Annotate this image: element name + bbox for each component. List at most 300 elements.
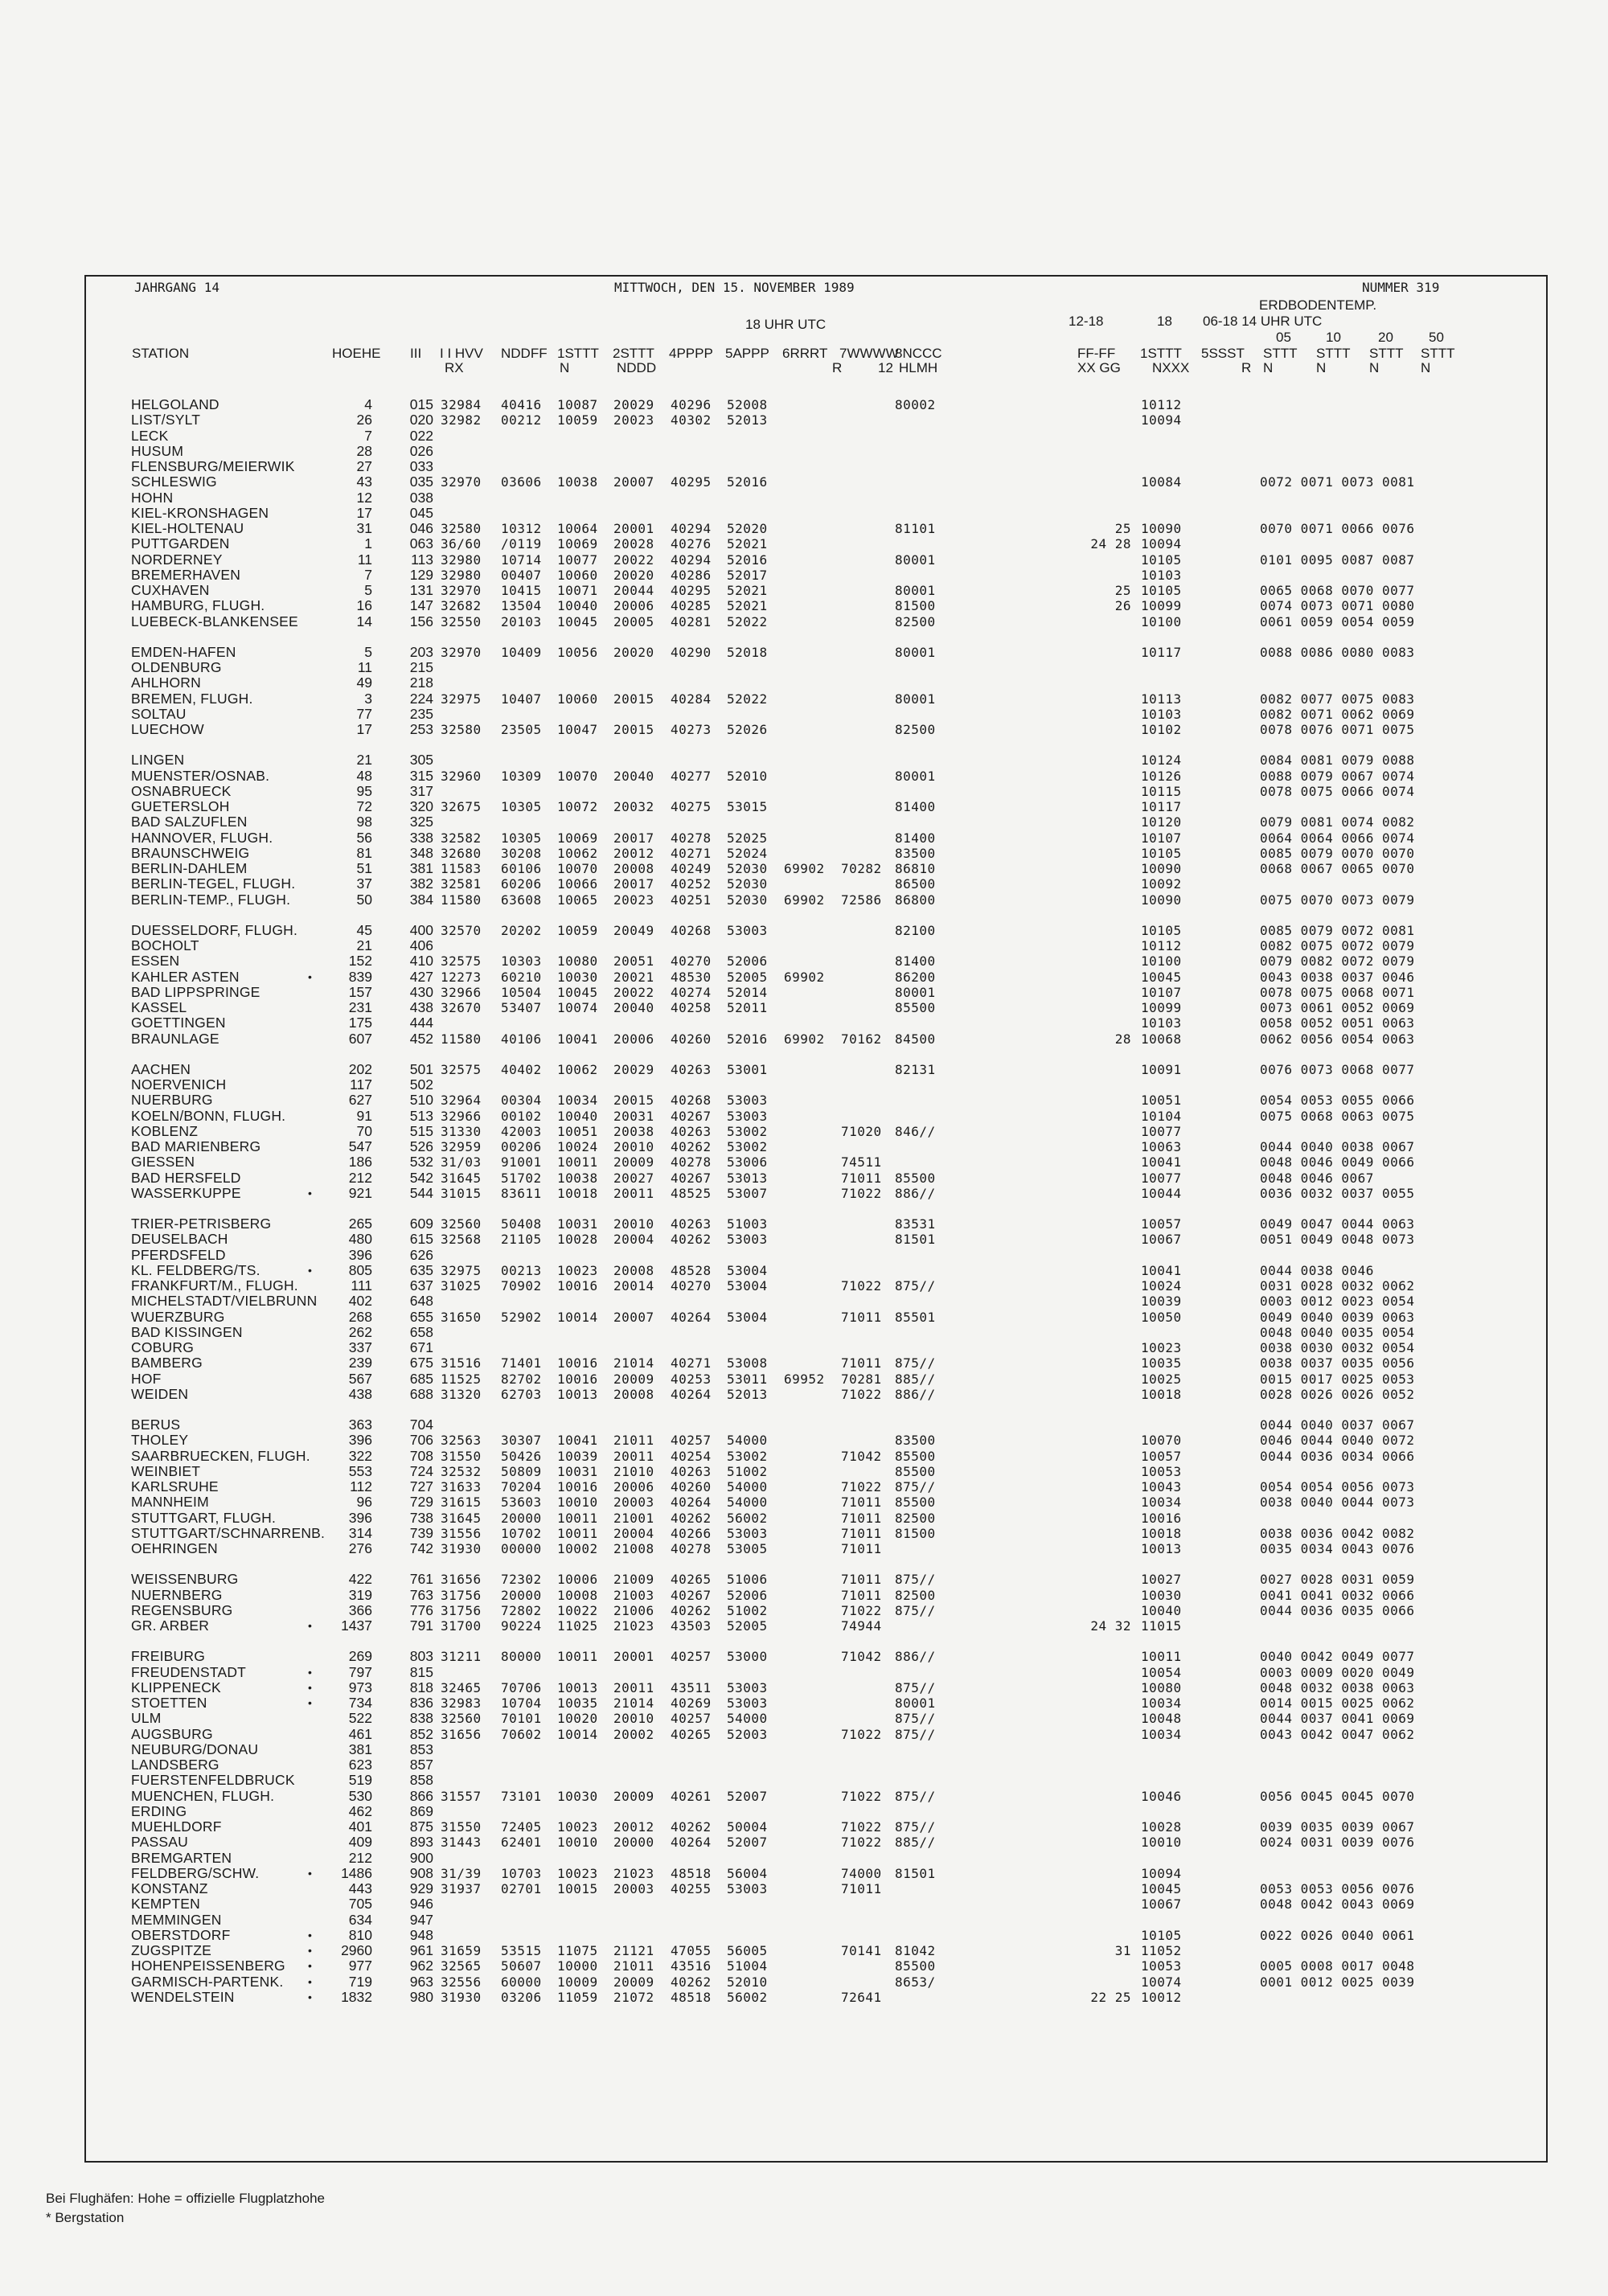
cell-t: 0038 0037 0035 0056 <box>1260 1355 1415 1371</box>
cell-s: HAMBURG, FLUGH. <box>131 597 265 614</box>
cell-y: 10044 <box>1141 1185 1182 1201</box>
cell-i: 626 <box>409 1246 433 1263</box>
table-row <box>86 412 1533 428</box>
cell-h: 95 <box>356 782 372 799</box>
cell-c: 11025 <box>557 1618 598 1634</box>
cell-x: 24 32 <box>1090 1618 1131 1634</box>
cell-y: 10090 <box>1141 861 1182 876</box>
table-row <box>86 1387 1533 1402</box>
cell-y: 10018 <box>1141 1386 1182 1402</box>
cell-d: 20040 <box>613 768 654 784</box>
cell-f: 56002 <box>727 1989 768 2005</box>
table-row <box>86 568 1533 583</box>
cell-d: 20038 <box>613 1123 654 1139</box>
cell-b: 72802 <box>501 1602 542 1618</box>
cell-d: 21014 <box>613 1355 654 1371</box>
cell-k: 80001 <box>895 644 936 660</box>
cell-h: 363 <box>348 1417 372 1433</box>
cell-a: 32682 <box>441 598 482 614</box>
cell-f: 52008 <box>727 397 768 412</box>
cell-t: 0082 0075 0072 0079 <box>1260 938 1415 953</box>
cell-k: 82500 <box>895 1587 936 1603</box>
depth-20: 20 <box>1378 330 1393 345</box>
cell-h: 50 <box>356 891 372 908</box>
cell-d: 20006 <box>613 598 654 614</box>
cell-a: 32984 <box>441 397 482 412</box>
cell-b: 00206 <box>501 1139 542 1154</box>
cell-d: 20001 <box>613 1649 654 1665</box>
cell-a: 32565 <box>441 1958 482 1974</box>
mountain-station-marker: • <box>308 1680 312 1694</box>
cell-c: 10045 <box>557 613 598 629</box>
cell-a: 31443 <box>441 1835 482 1851</box>
table-row <box>86 1881 1533 1896</box>
cell-d: 20001 <box>613 521 654 536</box>
cell-e: 40268 <box>671 1093 712 1109</box>
cell-s: WEISSENBURG <box>131 1571 239 1588</box>
cell-w: 70162 <box>841 1031 882 1047</box>
cell-w: 71022 <box>841 1386 882 1402</box>
cell-f: 53015 <box>727 799 768 814</box>
cell-h: 72 <box>356 798 372 814</box>
cell-e: 40274 <box>671 984 712 1000</box>
cell-i: 045 <box>409 504 433 521</box>
cell-e: 40251 <box>671 892 712 908</box>
table-row <box>86 1804 1533 1819</box>
cell-w: 71042 <box>841 1649 882 1665</box>
cell-g: 69902 <box>784 892 825 908</box>
cell-s: FELDBERG/SCHW. <box>131 1864 260 1881</box>
table-row <box>86 691 1533 707</box>
cell-s: DUESSELDORF, FLUGH. <box>131 921 298 938</box>
cell-d: 20023 <box>613 892 654 908</box>
table-row <box>86 1851 1533 1866</box>
cell-d: 20014 <box>613 1278 654 1294</box>
cell-e: 40264 <box>671 1386 712 1402</box>
cell-d: 20020 <box>613 567 654 583</box>
cell-f: 56004 <box>727 1865 768 1881</box>
cell-i: 020 <box>409 412 433 428</box>
cell-b: 50408 <box>501 1216 542 1232</box>
cell-e: 40260 <box>671 1031 712 1047</box>
cell-e: 40264 <box>671 1309 712 1325</box>
cell-y: 10094 <box>1141 412 1182 428</box>
cell-s: MANNHEIM <box>131 1494 209 1511</box>
cell-k: 875// <box>895 1479 936 1494</box>
cell-a: 32975 <box>441 1262 482 1278</box>
cell-c: 10062 <box>557 845 598 861</box>
cell-a: 31756 <box>441 1587 482 1603</box>
cell-e: 43503 <box>671 1618 712 1634</box>
cell-d: 21009 <box>613 1572 654 1588</box>
cell-c: 10020 <box>557 1711 598 1727</box>
cell-y: 10090 <box>1141 521 1182 536</box>
cell-s: BRAUNSCHWEIG <box>131 844 250 861</box>
cell-d: 20008 <box>613 1262 654 1278</box>
cell-f: 52022 <box>727 613 768 629</box>
cell-e: 40294 <box>671 551 712 568</box>
cell-f: 53003 <box>727 1232 768 1248</box>
col-station: STATION <box>132 346 190 361</box>
cell-e: 40258 <box>671 1000 712 1015</box>
cell-c: 10038 <box>557 1170 598 1186</box>
cell-i: 544 <box>409 1184 433 1201</box>
cell-a: 32982 <box>441 412 482 428</box>
cell-h: 269 <box>348 1648 372 1665</box>
cell-i: 348 <box>409 844 433 861</box>
cell-i: 131 <box>409 582 433 598</box>
cell-h: 26 <box>356 412 372 428</box>
col-5ssst-sub: R <box>1241 360 1252 375</box>
cell-b: 72405 <box>501 1819 542 1835</box>
cell-y: 10104 <box>1141 1108 1182 1124</box>
cell-h: 1486 <box>341 1864 372 1881</box>
cell-y: 11052 <box>1141 1943 1182 1958</box>
cell-f: 53002 <box>727 1448 768 1464</box>
cell-y: 10107 <box>1141 984 1182 1000</box>
cell-i: 502 <box>409 1076 433 1093</box>
cell-s: KLIPPENECK <box>131 1679 221 1695</box>
cell-c: 10071 <box>557 583 598 598</box>
table-row <box>86 1479 1533 1494</box>
cell-k: 80001 <box>895 583 936 598</box>
cell-t: 0074 0073 0071 0080 <box>1260 598 1415 614</box>
table-row <box>86 521 1533 536</box>
cell-k: 86810 <box>895 861 936 876</box>
cell-t: 0065 0068 0070 0077 <box>1260 583 1415 598</box>
table-row <box>86 428 1533 444</box>
mountain-station-marker: • <box>308 1696 312 1709</box>
table-row <box>86 722 1533 737</box>
cell-w: 70282 <box>841 861 882 876</box>
cell-b: 71401 <box>501 1355 542 1371</box>
cell-e: 40295 <box>671 474 712 490</box>
cell-f: 52007 <box>727 1835 768 1851</box>
cell-y: 10115 <box>1141 783 1182 799</box>
cell-w: 71011 <box>841 1572 882 1588</box>
col-n-20: N <box>1369 360 1380 375</box>
cell-y: 10102 <box>1141 722 1182 737</box>
cell-y: 10053 <box>1141 1958 1182 1974</box>
cell-i: 869 <box>409 1802 433 1819</box>
utc18-label: 18 UHR UTC <box>745 317 827 332</box>
cell-e: 40271 <box>671 845 712 861</box>
cell-i: 857 <box>409 1757 433 1773</box>
cell-t: 0001 0012 0025 0039 <box>1260 1974 1415 1990</box>
cell-c: 10015 <box>557 1881 598 1896</box>
table-row <box>86 645 1533 660</box>
cell-i: 129 <box>409 566 433 583</box>
cell-i: 430 <box>409 983 433 1000</box>
cell-c: 10013 <box>557 1386 598 1402</box>
soil-time: 06-18 14 UHR UTC <box>1203 314 1323 329</box>
cell-t: 0022 0026 0040 0061 <box>1260 1927 1415 1943</box>
cell-y: 10070 <box>1141 1433 1182 1449</box>
cell-h: 28 <box>356 442 372 459</box>
cell-i: 948 <box>409 1926 433 1943</box>
cell-d: 21008 <box>613 1541 654 1556</box>
table-row <box>86 1325 1533 1340</box>
cell-s: KEMPTEN <box>131 1896 200 1913</box>
cell-e: 40295 <box>671 583 712 598</box>
cell-t: 0028 0026 0026 0052 <box>1260 1386 1415 1402</box>
mountain-station-marker: • <box>308 1944 312 1957</box>
cell-w: 71011 <box>841 1355 882 1371</box>
cell-e: 40263 <box>671 1123 712 1139</box>
cell-i: 400 <box>409 921 433 938</box>
period-12-18: 12-18 <box>1069 314 1104 329</box>
cell-k: 875// <box>895 1602 936 1618</box>
cell-i: 156 <box>409 613 433 629</box>
cell-s: FRANKFURT/M., FLUGH. <box>131 1277 298 1294</box>
cell-w: 71022 <box>841 1726 882 1742</box>
cell-d: 21011 <box>613 1433 654 1449</box>
cell-h: 805 <box>348 1261 372 1278</box>
cell-a: 11525 <box>441 1371 482 1387</box>
cell-d: 20015 <box>613 691 654 707</box>
cell-s: BERLIN-TEGEL, FLUGH. <box>131 875 296 892</box>
cell-i: 338 <box>409 829 433 846</box>
cell-b: 40416 <box>501 397 542 412</box>
col-1sttt-sub: N <box>560 360 570 375</box>
table-row <box>86 598 1533 613</box>
cell-k: 82100 <box>895 922 936 938</box>
cell-k: 82131 <box>895 1061 936 1077</box>
cell-y: 10091 <box>1141 1061 1182 1077</box>
cell-i: 046 <box>409 520 433 536</box>
table-row <box>86 1711 1533 1726</box>
table-row <box>86 1773 1533 1788</box>
cell-f: 52030 <box>727 861 768 876</box>
cell-i: 510 <box>409 1092 433 1109</box>
table-row <box>86 1494 1533 1510</box>
cell-i: 858 <box>409 1772 433 1789</box>
cell-h: 152 <box>348 953 372 970</box>
cell-k: 83500 <box>895 845 936 861</box>
cell-i: 022 <box>409 427 433 444</box>
cell-k: 875// <box>895 1355 936 1371</box>
cell-f: 53004 <box>727 1262 768 1278</box>
cell-k: 85501 <box>895 1309 936 1325</box>
cell-e: 40278 <box>671 1541 712 1556</box>
table-row <box>86 938 1533 953</box>
cell-y: 10112 <box>1141 397 1182 412</box>
cell-y: 10028 <box>1141 1819 1182 1835</box>
cell-i: 438 <box>409 999 433 1015</box>
cell-d: 20009 <box>613 1974 654 1990</box>
cell-y: 10077 <box>1141 1123 1182 1139</box>
cell-e: 40267 <box>671 1587 712 1603</box>
cell-h: 7 <box>364 427 372 444</box>
cell-y: 10048 <box>1141 1711 1182 1727</box>
cell-c: 10034 <box>557 1093 598 1109</box>
cell-s: WENDELSTEIN <box>131 1988 235 2005</box>
cell-b: 91001 <box>501 1154 542 1171</box>
cell-b: 53603 <box>501 1494 542 1511</box>
cell-a: 32980 <box>441 567 482 583</box>
cell-i: 963 <box>409 1973 433 1990</box>
cell-s: GUETERSLOH <box>131 798 230 814</box>
cell-y: 10027 <box>1141 1572 1182 1588</box>
cell-s: ULM <box>131 1710 162 1727</box>
cell-h: 70 <box>356 1122 372 1139</box>
cell-s: GIESSEN <box>131 1154 195 1171</box>
cell-s: BREMEN, FLUGH. <box>131 690 253 707</box>
table-row <box>86 1340 1533 1355</box>
cell-i: 803 <box>409 1648 433 1665</box>
cell-i: 410 <box>409 953 433 970</box>
cell-w: 71020 <box>841 1123 882 1139</box>
cell-t: 0041 0041 0032 0066 <box>1260 1587 1415 1603</box>
cell-y: 10084 <box>1141 474 1182 490</box>
cell-s: GARMISCH-PARTENK. <box>131 1973 284 1990</box>
cell-s: HOF <box>131 1370 162 1387</box>
cell-d: 20015 <box>613 1093 654 1109</box>
table-row <box>86 1355 1533 1371</box>
cell-h: 5 <box>364 643 372 660</box>
cell-w: 72641 <box>841 1989 882 2005</box>
cell-s: WEIDEN <box>131 1385 189 1402</box>
cell-b: 03206 <box>501 1989 542 2005</box>
cell-a: 32575 <box>441 953 482 970</box>
cell-h: 157 <box>348 983 372 1000</box>
cell-t: 0036 0032 0037 0055 <box>1260 1185 1415 1201</box>
cell-a: 31557 <box>441 1788 482 1804</box>
cell-x: 28 <box>1114 1031 1131 1047</box>
cell-b: 03606 <box>501 474 542 490</box>
cell-i: 609 <box>409 1216 433 1232</box>
cell-f: 52030 <box>727 876 768 892</box>
cell-a: 32970 <box>441 583 482 598</box>
cell-k: 8653/ <box>895 1974 936 1990</box>
cell-f: 51002 <box>727 1602 768 1618</box>
cell-t: 0044 0037 0041 0069 <box>1260 1711 1415 1727</box>
cell-a: 32556 <box>441 1974 482 1990</box>
cell-t: 0079 0081 0074 0082 <box>1260 814 1415 830</box>
cell-e: 48525 <box>671 1185 712 1201</box>
cell-h: 212 <box>348 1169 372 1186</box>
cell-b: 60106 <box>501 861 542 876</box>
cell-t: 0043 0042 0047 0062 <box>1260 1726 1415 1742</box>
cell-i: 815 <box>409 1663 433 1680</box>
col-stt-10: STTT <box>1316 346 1351 361</box>
cell-d: 20051 <box>613 953 654 970</box>
table-row <box>86 1433 1533 1448</box>
cell-h: 21 <box>356 752 372 769</box>
cell-d: 20003 <box>613 1881 654 1896</box>
cell-a: 31550 <box>441 1448 482 1464</box>
cell-h: 734 <box>348 1695 372 1711</box>
cell-b: 51702 <box>501 1170 542 1186</box>
cell-a: 32964 <box>441 1093 482 1109</box>
cell-w: 71011 <box>841 1525 882 1541</box>
cell-s: MEMMINGEN <box>131 1911 222 1928</box>
cell-h: 719 <box>348 1973 372 1990</box>
cell-f: 52022 <box>727 691 768 707</box>
table-row <box>86 1866 1533 1881</box>
col-stt-05: STTT <box>1263 346 1298 361</box>
footnote-airports: Bei Flughäfen: Hohe = offizielle Flugplatzhohe <box>46 2191 325 2206</box>
cell-h: 402 <box>348 1293 372 1310</box>
cell-s: GOETTINGEN <box>131 1015 226 1031</box>
cell-y: 10077 <box>1141 1170 1182 1186</box>
col-5appp: 5APPP <box>725 346 769 361</box>
cell-i: 444 <box>409 1015 433 1031</box>
cell-s: REGENSBURG <box>131 1601 233 1618</box>
col-n-10: N <box>1316 360 1327 375</box>
cell-a: 32550 <box>441 613 482 629</box>
cell-h: 186 <box>348 1154 372 1171</box>
cell-y: 10105 <box>1141 1927 1182 1943</box>
cell-h: 366 <box>348 1601 372 1618</box>
cell-h: 81 <box>356 844 372 861</box>
cell-d: 21023 <box>613 1618 654 1634</box>
cell-e: 40252 <box>671 876 712 892</box>
cell-b: 10415 <box>501 583 542 598</box>
cell-h: 91 <box>356 1107 372 1124</box>
cell-c: 10000 <box>557 1958 598 1974</box>
cell-y: 10023 <box>1141 1340 1182 1355</box>
cell-k: 85500 <box>895 1000 936 1015</box>
footnote-mountain: * Bergstation <box>46 2210 125 2225</box>
cell-c: 10016 <box>557 1355 598 1371</box>
cell-d: 20008 <box>613 861 654 876</box>
cell-h: 461 <box>348 1725 372 1742</box>
cell-b: 10303 <box>501 953 542 970</box>
table-row <box>86 1294 1533 1309</box>
cell-c: 10014 <box>557 1309 598 1325</box>
volume-label: JAHRGANG 14 <box>134 280 219 295</box>
cell-a: 31633 <box>441 1479 482 1494</box>
cell-f: 53002 <box>727 1139 768 1154</box>
cell-y: 10074 <box>1141 1974 1182 1990</box>
table-row <box>86 1541 1533 1556</box>
cell-s: KIEL-KRONSHAGEN <box>131 504 269 521</box>
cell-w: 71022 <box>841 1185 882 1201</box>
cell-e: 40262 <box>671 1819 712 1835</box>
cell-b: 73101 <box>501 1788 542 1804</box>
cell-y: 10105 <box>1141 922 1182 938</box>
cell-k: 85500 <box>895 1494 936 1511</box>
cell-y: 10010 <box>1141 1835 1182 1851</box>
cell-h: 607 <box>348 1030 372 1047</box>
cell-k: 81400 <box>895 953 936 970</box>
cell-i: 893 <box>409 1834 433 1851</box>
cell-i: 704 <box>409 1417 433 1433</box>
cell-e: 40268 <box>671 922 712 938</box>
cell-c: 10024 <box>557 1139 598 1154</box>
cell-b: /0119 <box>501 536 542 552</box>
cell-a: 31/03 <box>441 1154 482 1171</box>
cell-y: 10041 <box>1141 1154 1182 1171</box>
cell-w: 71011 <box>841 1170 882 1186</box>
cell-f: 53003 <box>727 1695 768 1711</box>
cell-h: 11 <box>357 659 372 675</box>
cell-a: 31700 <box>441 1618 482 1634</box>
cell-s: FREIBURG <box>131 1648 206 1665</box>
cell-e: 40278 <box>671 1154 712 1171</box>
table-row <box>86 1526 1533 1541</box>
cell-y: 10120 <box>1141 814 1182 830</box>
mountain-station-marker: • <box>308 1263 312 1277</box>
col-7wwww-sub: 12 <box>878 360 893 375</box>
cell-b: 60206 <box>501 876 542 892</box>
cell-y: 10105 <box>1141 583 1182 598</box>
cell-t: 0079 0082 0072 0079 <box>1260 953 1415 970</box>
cell-d: 20029 <box>613 397 654 412</box>
cell-d: 20003 <box>613 1494 654 1511</box>
cell-y: 10067 <box>1141 1232 1182 1248</box>
